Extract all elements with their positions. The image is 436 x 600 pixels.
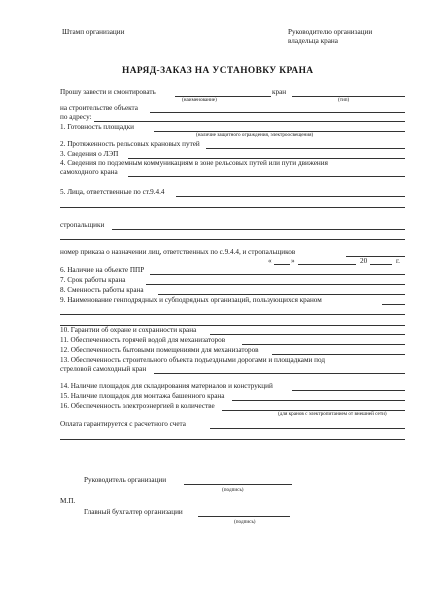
date-year-prefix: 20: [360, 257, 368, 265]
item-4-label-2: самоходного крана: [60, 168, 118, 176]
item-12-field[interactable]: [272, 354, 405, 355]
order-label: номер приказа о назначении лиц, ответственных по с.9.4.4, и стропальщиков: [60, 248, 296, 256]
slingers-field-2[interactable]: [60, 239, 405, 240]
request-label: Прошу завести и смонтировать: [60, 88, 156, 96]
accountant-signature-field[interactable]: [198, 516, 290, 517]
seal-label: М.П.: [60, 497, 76, 505]
item-13-label-1: 13. Обеспеченность строительного объекта подъездными дорогами и площадками под: [60, 356, 326, 364]
payment-field-2[interactable]: [60, 439, 405, 440]
slingers-field[interactable]: [112, 229, 405, 230]
item-9-field-2[interactable]: [60, 314, 405, 315]
item-13-label-2: стреловой самоходный кран: [60, 365, 147, 373]
head-signature-label: Руководитель организации: [84, 476, 167, 484]
item-5-label: 5. Лица, ответственные по ст.9.4.4: [60, 188, 165, 196]
site-field[interactable]: [150, 112, 405, 113]
item-5-field[interactable]: [176, 196, 405, 197]
crane-label: кран: [272, 88, 287, 96]
date-year-suffix: г.: [396, 257, 400, 265]
item-13-field[interactable]: [154, 373, 405, 374]
page-title: НАРЯД-ЗАКАЗ НА УСТАНОВКУ КРАНА: [122, 66, 314, 76]
payment-field[interactable]: [210, 428, 405, 429]
address-field[interactable]: [94, 121, 405, 122]
item-8-label: 8. Сменность работы крана: [60, 286, 144, 294]
addressee-line-1: Руководителю организации: [288, 28, 373, 36]
date-year-field[interactable]: [370, 264, 392, 265]
head-signature-field[interactable]: [184, 484, 292, 485]
item-15-field[interactable]: [232, 400, 405, 401]
payment-label: Оплата гарантируется с расчетного счета: [60, 420, 186, 428]
accountant-signature-label: Главный бухгалтер организации: [84, 508, 183, 516]
slingers-label: стропальщики: [60, 221, 105, 229]
item-1-label: 1. Готовность площадки: [60, 123, 135, 131]
item-10-field[interactable]: [210, 334, 405, 335]
item-4-field[interactable]: [128, 176, 405, 177]
item-7-label: 7. Срок работы крана: [60, 276, 126, 284]
crane-type-hint: (тип): [338, 97, 350, 103]
accountant-signature-hint: (подпись): [234, 519, 256, 525]
item-15-label: 15. Наличие площадок для монтажа башенного крана: [60, 392, 225, 400]
date-quote-close: »: [291, 257, 295, 265]
item-7-field[interactable]: [146, 284, 405, 285]
item-11-label: 11. Обеспеченность горячей водой для механизаторов: [60, 336, 226, 344]
item-3-label: 3. Сведения о ЛЭП: [60, 150, 119, 158]
item-9-field[interactable]: [382, 304, 405, 305]
item-10-label: 10. Гарантии об охране и сохранности крана: [60, 326, 197, 334]
item-1-hint: (наличие защитного ограждения, электроосвещения): [196, 132, 314, 138]
item-14-label: 14. Наличие площадок для складирования материалов и конструкций: [60, 382, 273, 390]
item-16-label: 16. Обеспеченность электроэнергией в количестве: [60, 402, 215, 410]
address-label: по адресу:: [60, 113, 92, 121]
item-16-hint: (для кранов с электропитанием от внешней сети): [278, 411, 387, 417]
head-signature-hint: (подпись): [222, 487, 244, 493]
date-day-field[interactable]: [274, 264, 290, 265]
item-14-field[interactable]: [292, 390, 405, 391]
date-month-field[interactable]: [298, 264, 356, 265]
item-2-label: 2. Протяженность рельсовых крановых путей: [60, 140, 200, 148]
item-8-field[interactable]: [158, 294, 405, 295]
site-label: на строительстве объекта: [60, 104, 138, 112]
item-12-label: 12. Обеспеченность бытовыми помещениями для механизаторов: [60, 346, 259, 354]
item-9-label: 9. Наименование генподрядных и субподрядных организаций, пользующихся краном: [60, 296, 322, 304]
item-6-label: 6. Наличие на объекте ППР: [60, 266, 145, 274]
addressee-line-2: владельца крана: [288, 37, 338, 45]
stamp-label: Штамп организации: [62, 28, 125, 36]
item-4-label-1: 4. Сведения по подземным коммуникациям в зоне рельсовых путей или пути движения: [60, 159, 328, 167]
crane-name-hint: (наименование): [182, 97, 217, 103]
date-quote-open: «: [268, 257, 272, 265]
item-6-field[interactable]: [150, 274, 405, 275]
item-5-field-2[interactable]: [60, 207, 405, 208]
item-2-field[interactable]: [206, 148, 405, 149]
item-11-field[interactable]: [242, 344, 405, 345]
